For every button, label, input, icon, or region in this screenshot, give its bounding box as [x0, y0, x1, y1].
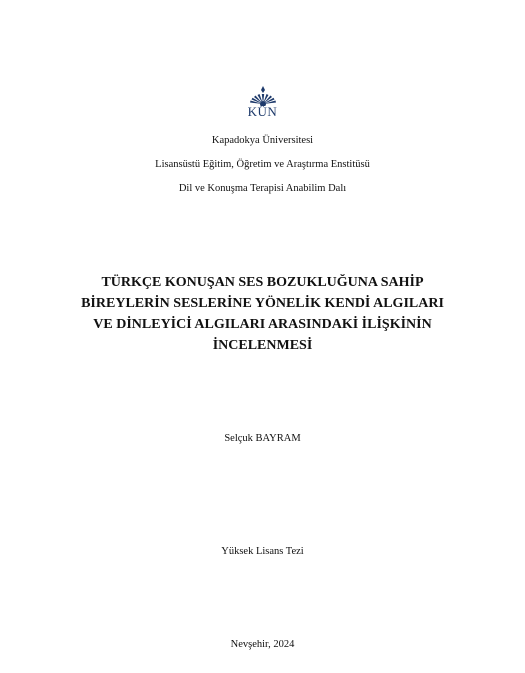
university-logo [241, 84, 285, 128]
thesis-title [40, 272, 485, 356]
thesis-title-line-3: VE DİNLEYİCİ ALGILARI ARASINDAKİ İLİŞKİNİN [93, 317, 432, 332]
author-name: Selçuk BAYRAM [224, 433, 301, 444]
department-name: Dil ve Konuşma Terapisi Anabilim Dalı [178, 183, 347, 194]
sun-emblem-icon [246, 84, 280, 106]
place-and-date: Nevşehir, 2024 [230, 639, 295, 650]
thesis-title-line-4: İNCELENMESİ [212, 338, 313, 353]
institute-name: Lisansüstü Eğitim, Öğretim ve Araştırma Enstitüsü [155, 159, 370, 170]
thesis-title-line-1: TÜRKÇE KONUŞAN SES BOZUKLUĞUNA SAHİP [101, 275, 424, 290]
degree-type: Yüksek Lisans Tezi [221, 546, 304, 557]
thesis-title-line-2: BİREYLERİN SESLERİNE YÖNELİK KENDİ ALGILARI [81, 296, 444, 311]
university-name: Kapadokya Üniversitesi [211, 135, 314, 146]
logo-wordmark: KÜN [247, 104, 278, 119]
